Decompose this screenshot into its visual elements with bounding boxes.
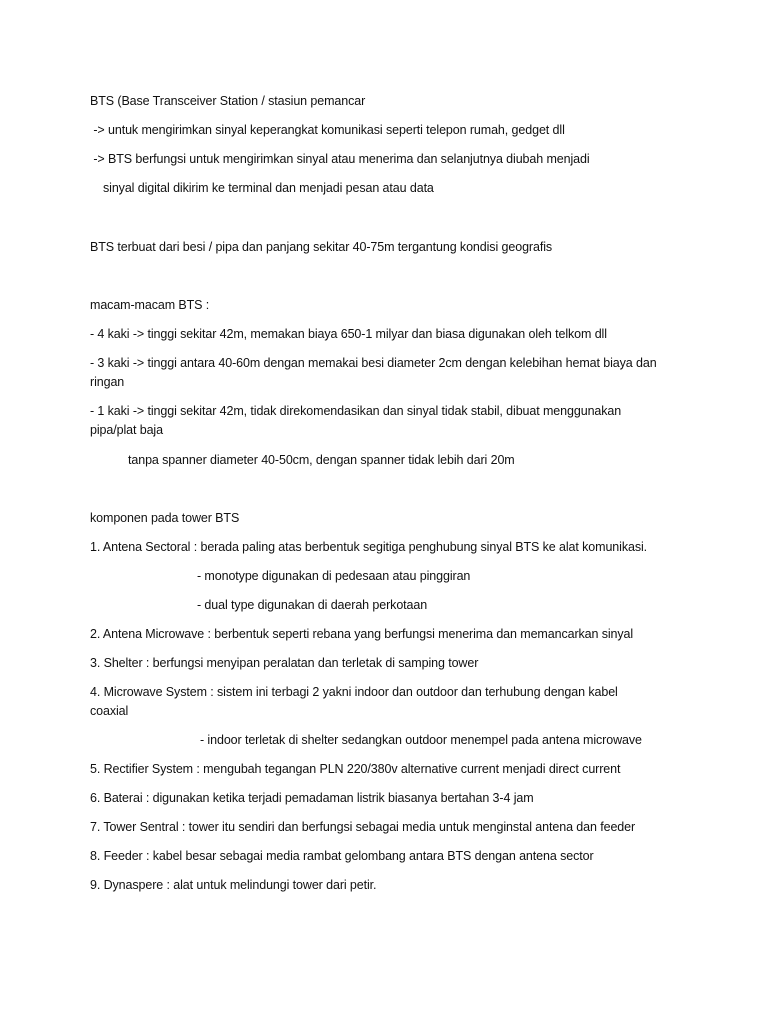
component-item-3: 3. Shelter : berfungsi menyipan peralatan dan terletak di samping tower — [90, 656, 479, 670]
type-three-legs-line-2: ringan — [90, 375, 125, 389]
component-item-1-sub-2: - dual type digunakan di daerah perkotaan — [197, 598, 428, 612]
type-one-leg-line-1: - 1 kaki -> tinggi sekitar 42m, tidak direkomendasikan dan sinyal tidak stabil, dibuat menggunakan — [90, 404, 622, 418]
intro-point-2-continued: sinyal digital dikirim ke terminal dan menjadi pesan atau data — [103, 181, 434, 195]
type-one-leg-note: tanpa spanner diameter 40-50cm, dengan spanner tidak lebih dari 20m — [128, 453, 515, 467]
component-item-9: 9. Dynaspere : alat untuk melindungi tower dari petir. — [90, 878, 377, 892]
components-heading: komponen pada tower BTS — [90, 511, 240, 525]
type-three-legs — [90, 354, 657, 392]
component-item-7: 7. Tower Sentral : tower itu sendiri dan berfungsi sebagai media untuk menginstal antena dan feeder — [90, 820, 636, 834]
component-item-4-sub: - indoor terletak di shelter sedangkan outdoor menempel pada antena microwave — [200, 733, 642, 747]
type-three-legs-line-1: - 3 kaki -> tinggi antara 40-60m dengan memakai besi diameter 2cm dengan kelebihan hemat biaya dan — [90, 356, 657, 370]
intro-point-1: -> untuk mengirimkan sinyal keperangkat komunikasi seperti telepon rumah, gedget dll — [90, 123, 565, 137]
component-item-4-line-1: 4. Microwave System : sistem ini terbagi 2 yakni indoor dan outdoor dan terhubung dengan kabel — [90, 685, 618, 699]
component-item-4-line-2: coaxial — [90, 704, 129, 718]
component-item-4 — [90, 683, 618, 721]
types-heading: macam-macam BTS : — [90, 298, 210, 312]
component-item-1-sub-1: - monotype digunakan di pedesaan atau pinggiran — [197, 569, 471, 583]
intro-title: BTS (Base Transceiver Station / stasiun pemancar — [90, 94, 366, 108]
component-item-5: 5. Rectifier System : mengubah tegangan PLN 220/380v alternative current menjadi direct current — [90, 762, 621, 776]
component-item-1: 1. Antena Sectoral : berada paling atas berbentuk segitiga penghubung sinyal BTS ke alat komunikasi. — [90, 540, 648, 554]
type-four-legs: - 4 kaki -> tinggi sekitar 42m, memakan biaya 650-1 milyar dan biasa digunakan oleh telkom dll — [90, 327, 607, 341]
intro-point-2: -> BTS berfungsi untuk mengirimkan sinyal atau menerima dan selanjutnya diubah menjadi — [90, 152, 590, 166]
type-one-leg — [90, 402, 621, 440]
component-item-2: 2. Antena Microwave : berbentuk seperti rebana yang berfungsi menerima dan memancarkan sinyal — [90, 627, 634, 641]
type-one-leg-line-2: pipa/plat baja — [90, 423, 163, 437]
component-item-6: 6. Baterai : digunakan ketika terjadi pemadaman listrik biasanya bertahan 3-4 jam — [90, 791, 534, 805]
material-paragraph: BTS terbuat dari besi / pipa dan panjang sekitar 40-75m tergantung kondisi geografis — [90, 240, 553, 254]
component-item-8: 8. Feeder : kabel besar sebagai media rambat gelombang antara BTS dengan antena sector — [90, 849, 594, 863]
